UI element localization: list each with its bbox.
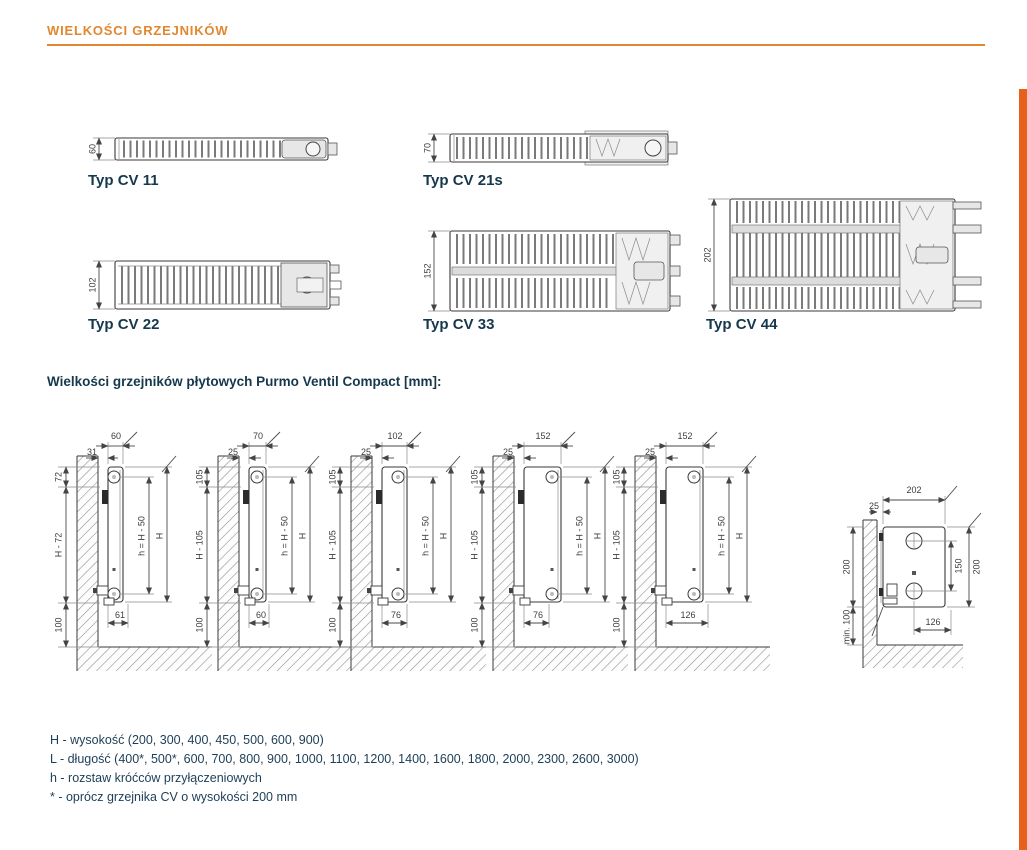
dim-right-outer: 200 (971, 559, 982, 575)
dim-label: 152 (422, 263, 433, 279)
radiator-side (367, 467, 407, 605)
diagram-cv22-section (85, 254, 345, 316)
radiator-side (509, 467, 561, 605)
header-rule (47, 44, 985, 46)
diagram-cv44-section (700, 192, 988, 320)
dim-seg-top: 105 (327, 469, 338, 485)
dim-height: H (154, 532, 165, 540)
dim-gap: 25 (868, 501, 880, 511)
cv44-depth-dim (702, 199, 730, 311)
dim-height: H (734, 532, 745, 540)
cv33-label: Typ CV 33 (423, 316, 495, 333)
legend-line-h: H - wysokość (200, 300, 400, 450, 500, 600, 900) (50, 733, 324, 747)
dim-gap: 25 (227, 447, 239, 457)
dim-seg-mid: H - 105 (469, 530, 480, 560)
dim-label: 60 (87, 143, 98, 155)
dim-pipe: h = H - 50 (136, 516, 147, 556)
dim-seg-mid: H - 72 (53, 532, 64, 558)
dim-bottom: 60 (255, 610, 267, 620)
dim-height: H (438, 532, 449, 540)
section-subtitle: Wielkości grzejników płytowych Purmo Ventil Compact [mm]: (47, 374, 442, 389)
dim-seg-mid: H - 105 (327, 530, 338, 560)
dim-seg-bottom: 100 (327, 617, 338, 633)
dim-seg-mid: H - 105 (194, 530, 205, 560)
dim-top: 70 (252, 431, 264, 441)
legend-line-asterisk: * - oprócz grzejnika CV o wysokości 200 mm (50, 790, 298, 804)
cv21s-label: Typ CV 21s (423, 172, 503, 189)
side-diagram-cv33b (600, 428, 775, 683)
page-title: WIELKOŚCI GRZEJNIKÓW (47, 23, 229, 38)
dim-seg-top: 72 (53, 471, 64, 483)
dim-seg-bottom: 100 (194, 617, 205, 633)
dim-pipe: h = H - 50 (574, 516, 585, 556)
diagram-cv11-section (85, 128, 345, 174)
dim-seg-top: 105 (469, 469, 480, 485)
dim-top: 60 (110, 431, 122, 441)
dim-seg-bottom: 100 (469, 617, 480, 633)
dim-top: 152 (677, 431, 693, 441)
legend-line-l: L - długość (400*, 500*, 600, 700, 800, 900, 1000, 1100, 1200, 1400, 1600, 1800, 2000, 2300, 2600, 3000) (50, 752, 639, 766)
radiator-side (651, 467, 703, 605)
dim-bottom: 76 (390, 610, 402, 620)
dim-top: 102 (387, 431, 403, 441)
dim-seg-top: 105 (194, 469, 205, 485)
dim-label: 202 (702, 247, 713, 263)
dim-bottom: 76 (532, 610, 544, 620)
dim-pipe: h = H - 50 (716, 516, 727, 556)
dim-gap: 25 (360, 447, 372, 457)
cv21s-depth-dim (422, 134, 450, 162)
dim-bottom: 126 (925, 617, 941, 627)
diagram-cv21s-section (420, 125, 686, 175)
dim-bottom: 61 (114, 610, 126, 620)
dim-height: H (592, 532, 603, 540)
dim-label: 102 (87, 277, 98, 293)
dim-bottom: 126 (680, 610, 696, 620)
dim-seg-bottom: 100 (611, 617, 622, 633)
dim-pipe: h = H - 50 (420, 516, 431, 556)
dim-gap: 31 (86, 447, 98, 457)
cv11-depth-dim (87, 138, 115, 160)
legend (50, 731, 639, 807)
dim-top: 202 (906, 485, 922, 495)
legend-line-hsmall: h - rozstaw króćców przyłączeniowych (50, 771, 262, 785)
cv11-label: Typ CV 11 (88, 172, 159, 189)
dim-pipe: h = H - 50 (279, 516, 290, 556)
cv22-depth-dim (87, 261, 115, 309)
dim-gap: 25 (502, 447, 514, 457)
dim-left-bottom: min. 100 (841, 609, 852, 645)
dim-right-inner: 150 (953, 558, 964, 574)
dim-seg-bottom: 100 (53, 617, 64, 633)
cv22-label: Typ CV 22 (88, 316, 160, 333)
dim-label: 70 (422, 142, 433, 154)
diagram-cv33-section (420, 224, 692, 320)
cv44-label: Typ CV 44 (706, 316, 778, 333)
dim-gap: 25 (644, 447, 656, 457)
dim-height: H (297, 532, 308, 540)
detail-diagram-cv44 (843, 470, 1027, 690)
dim-top: 152 (535, 431, 551, 441)
dim-left-top: 200 (841, 559, 852, 575)
dim-seg-top: 105 (611, 469, 622, 485)
cv33-depth-dim (422, 231, 450, 311)
dim-seg-mid: H - 105 (611, 530, 622, 560)
